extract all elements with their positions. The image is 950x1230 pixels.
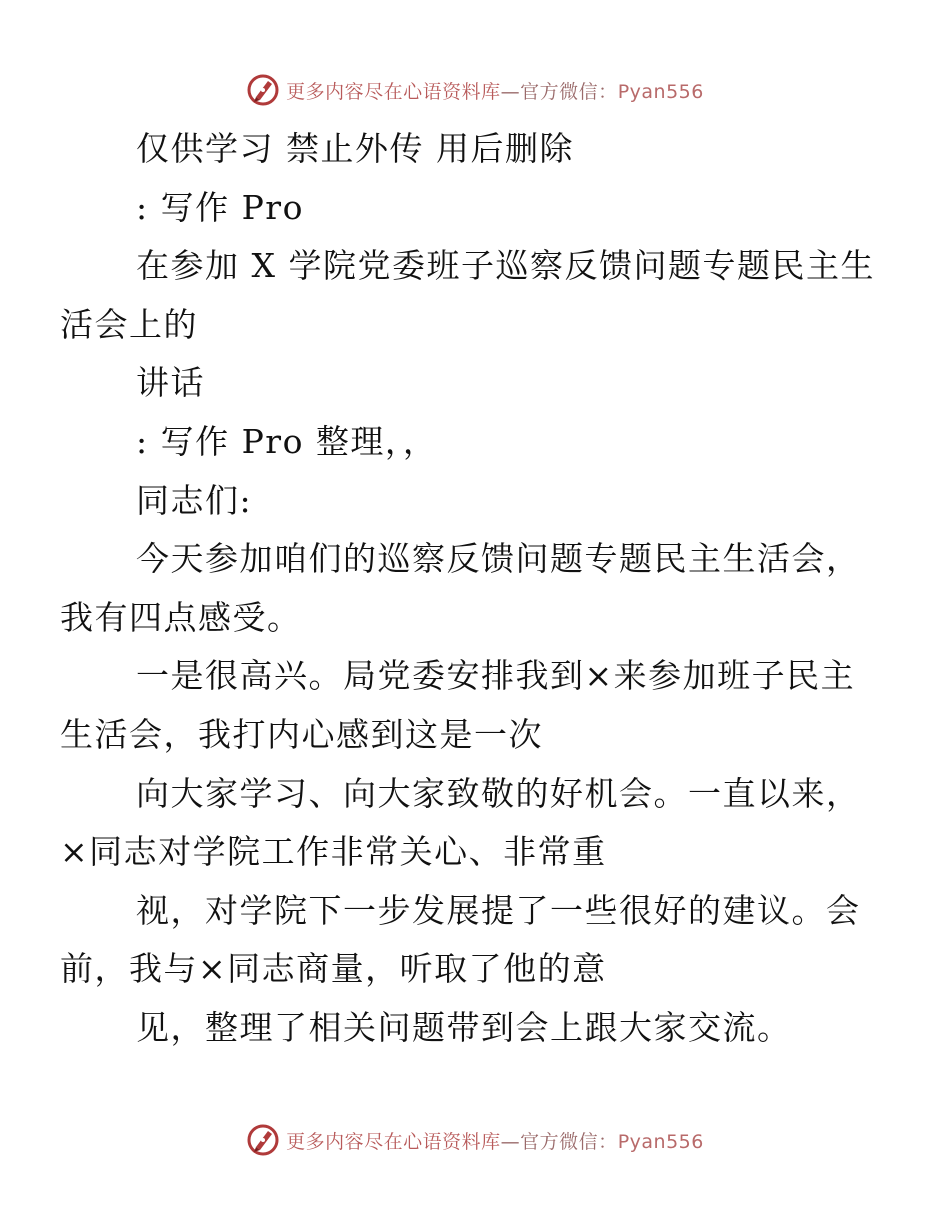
header-banner-dash: — bbox=[500, 80, 521, 103]
text-line: 今天参加咱们的巡察反馈问题专题民主生活会， bbox=[136, 539, 861, 579]
document-body bbox=[60, 120, 875, 1058]
footer-banner-inner bbox=[246, 1123, 704, 1157]
header-banner bbox=[0, 70, 950, 110]
text-line: 我有四点感受。 bbox=[60, 597, 302, 637]
pen-logo-icon bbox=[246, 73, 280, 107]
footer-banner-sub: 官方微信： bbox=[520, 1130, 618, 1153]
footer-banner-dash: — bbox=[500, 1130, 521, 1153]
text-line: 视，对学院下一步发展提了一些很好的建议。会 bbox=[136, 890, 861, 930]
header-banner-wechat-id: Pyan556 bbox=[617, 80, 704, 103]
pen-logo-icon bbox=[246, 1123, 280, 1157]
text-line: 生活会，我打内心感到这是一次 bbox=[60, 714, 543, 754]
header-banner-inner bbox=[246, 73, 704, 107]
footer-banner-text bbox=[286, 1127, 704, 1154]
header-banner-sub: 官方微信： bbox=[520, 80, 618, 103]
text-line: 讲话 bbox=[136, 363, 205, 403]
header-banner-main: 更多内容尽在心语资料库 bbox=[286, 80, 501, 103]
text-line: 前，我与×同志商量，听取了他的意 bbox=[60, 949, 607, 989]
text-line: 一是很高兴。局党委安排我到×来参加班子民主 bbox=[136, 656, 856, 696]
text-line: 同志们: bbox=[136, 480, 253, 520]
text-line: 活会上的 bbox=[60, 304, 198, 344]
text-line: 在参加 X 学院党委班子巡察反馈问题专题民主生 bbox=[136, 246, 875, 286]
text-line: 向大家学习、向大家致敬的好机会。一直以来， bbox=[136, 773, 861, 813]
text-line: ×同志对学院工作非常关心、非常重 bbox=[60, 832, 607, 872]
text-line: 仅供学习 禁止外传 用后删除 bbox=[136, 129, 574, 168]
document-text bbox=[60, 120, 875, 1058]
text-line: 见，整理了相关问题带到会上跟大家交流。 bbox=[136, 1007, 792, 1047]
header-banner-text bbox=[286, 77, 704, 104]
footer-banner bbox=[0, 1120, 950, 1160]
footer-banner-main: 更多内容尽在心语资料库 bbox=[286, 1130, 501, 1153]
text-line: : 写作 Pro 整理，， bbox=[136, 421, 438, 461]
footer-banner-wechat-id: Pyan556 bbox=[617, 1130, 704, 1153]
text-line: : 写作 Pro bbox=[136, 187, 304, 227]
